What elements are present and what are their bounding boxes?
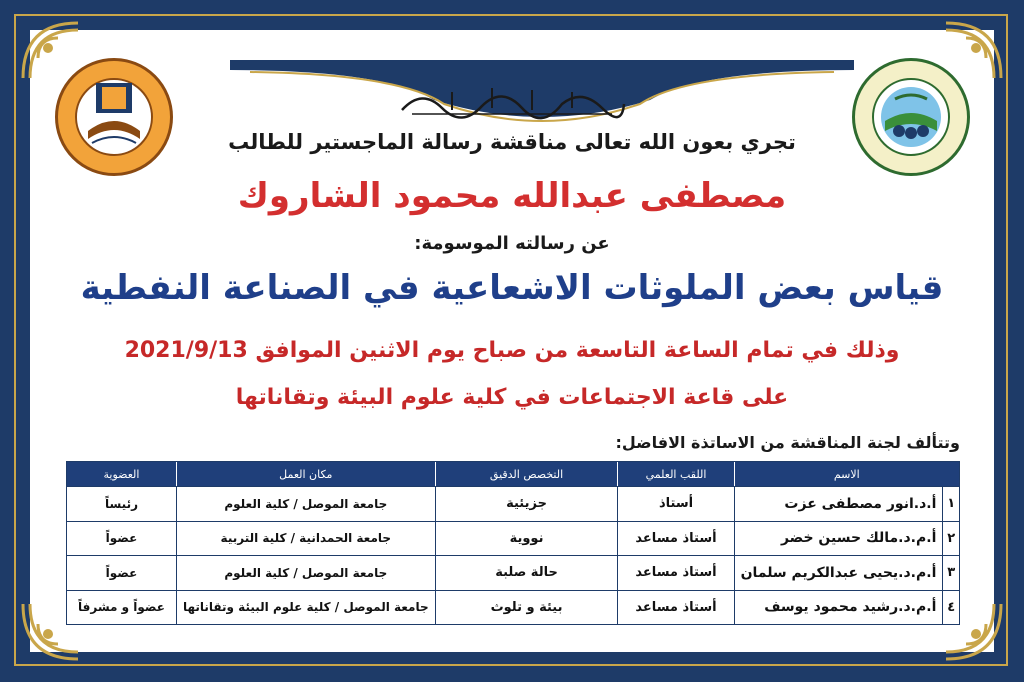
member-title: أستاذ xyxy=(617,486,733,521)
member-name: أ.م.د.مالك حسين خضر xyxy=(734,521,943,556)
row-number: ٢ xyxy=(942,521,959,556)
committee-table xyxy=(66,461,960,625)
college-environment-seal xyxy=(852,58,970,176)
table-row xyxy=(67,521,959,556)
member-title: أستاذ مساعد xyxy=(617,555,733,590)
university-of-mosul-seal xyxy=(55,58,173,176)
member-specialization: بيئة و تلوث xyxy=(435,590,618,625)
member-workplace: جامعة الموصل / كلية علوم البيئة وتقاناتها xyxy=(176,590,435,625)
row-number: ١ xyxy=(942,486,959,521)
row-number: ٤ xyxy=(942,590,959,625)
table-row xyxy=(67,555,959,590)
basmala-calligraphy xyxy=(392,80,632,122)
member-name: أ.م.د.رشيد محمود يوسف xyxy=(734,590,943,625)
member-title: أستاذ مساعد xyxy=(617,590,733,625)
member-workplace: جامعة الموصل / كلية العلوم xyxy=(176,555,435,590)
college-seal-graphic xyxy=(855,61,967,173)
member-role: عضواً و مشرفاً xyxy=(67,590,176,625)
table-header-row xyxy=(67,462,959,486)
header-name: الاسم xyxy=(734,462,959,486)
member-name: أ.د.انور مصطفى عزت xyxy=(734,486,943,521)
member-workplace: جامعة الموصل / كلية العلوم xyxy=(176,486,435,521)
member-title: أستاذ مساعد xyxy=(617,521,733,556)
member-role: رئيساً xyxy=(67,486,176,521)
university-seal-graphic xyxy=(58,61,170,173)
member-specialization: حالة صلبة xyxy=(435,555,618,590)
row-number: ٣ xyxy=(942,555,959,590)
header-title: اللقب العلمي xyxy=(617,462,733,486)
venue-text: على قاعة الاجتماعات في كلية علوم البيئة وتقاناتها xyxy=(235,385,789,410)
table-row xyxy=(67,590,959,625)
member-specialization: نووية xyxy=(435,521,618,556)
member-name: أ.م.د.يحيى عبدالكريم سلمان xyxy=(734,555,943,590)
header-specialization: التخصص الدقيق xyxy=(435,462,618,486)
student-name: مصطفى عبدالله محمود الشاروك xyxy=(237,176,787,216)
thesis-intro: عن رسالته الموسومة: xyxy=(414,233,610,254)
header-workplace: مكان العمل xyxy=(176,462,435,486)
committee-intro: وتتألف لجنة المناقشة من الاساتذة الافاضل: xyxy=(615,433,960,452)
member-role: عضواً xyxy=(67,521,176,556)
table-row xyxy=(67,486,959,521)
member-role: عضواً xyxy=(67,555,176,590)
member-workplace: جامعة الحمدانية / كلية التربية xyxy=(176,521,435,556)
header-membership: العضوية xyxy=(67,462,176,486)
schedule-text: وذلك في تمام الساعة التاسعة من صباح يوم الاثنين الموافق 2021/9/13 xyxy=(124,338,900,363)
member-specialization: جزيئية xyxy=(435,486,618,521)
thesis-title: قياس بعض الملوثات الاشعاعية في الصناعة النفطية xyxy=(80,268,944,308)
announcement-intro: تجري بعون الله تعالى مناقشة رسالة الماجستير للطالب xyxy=(228,130,796,154)
